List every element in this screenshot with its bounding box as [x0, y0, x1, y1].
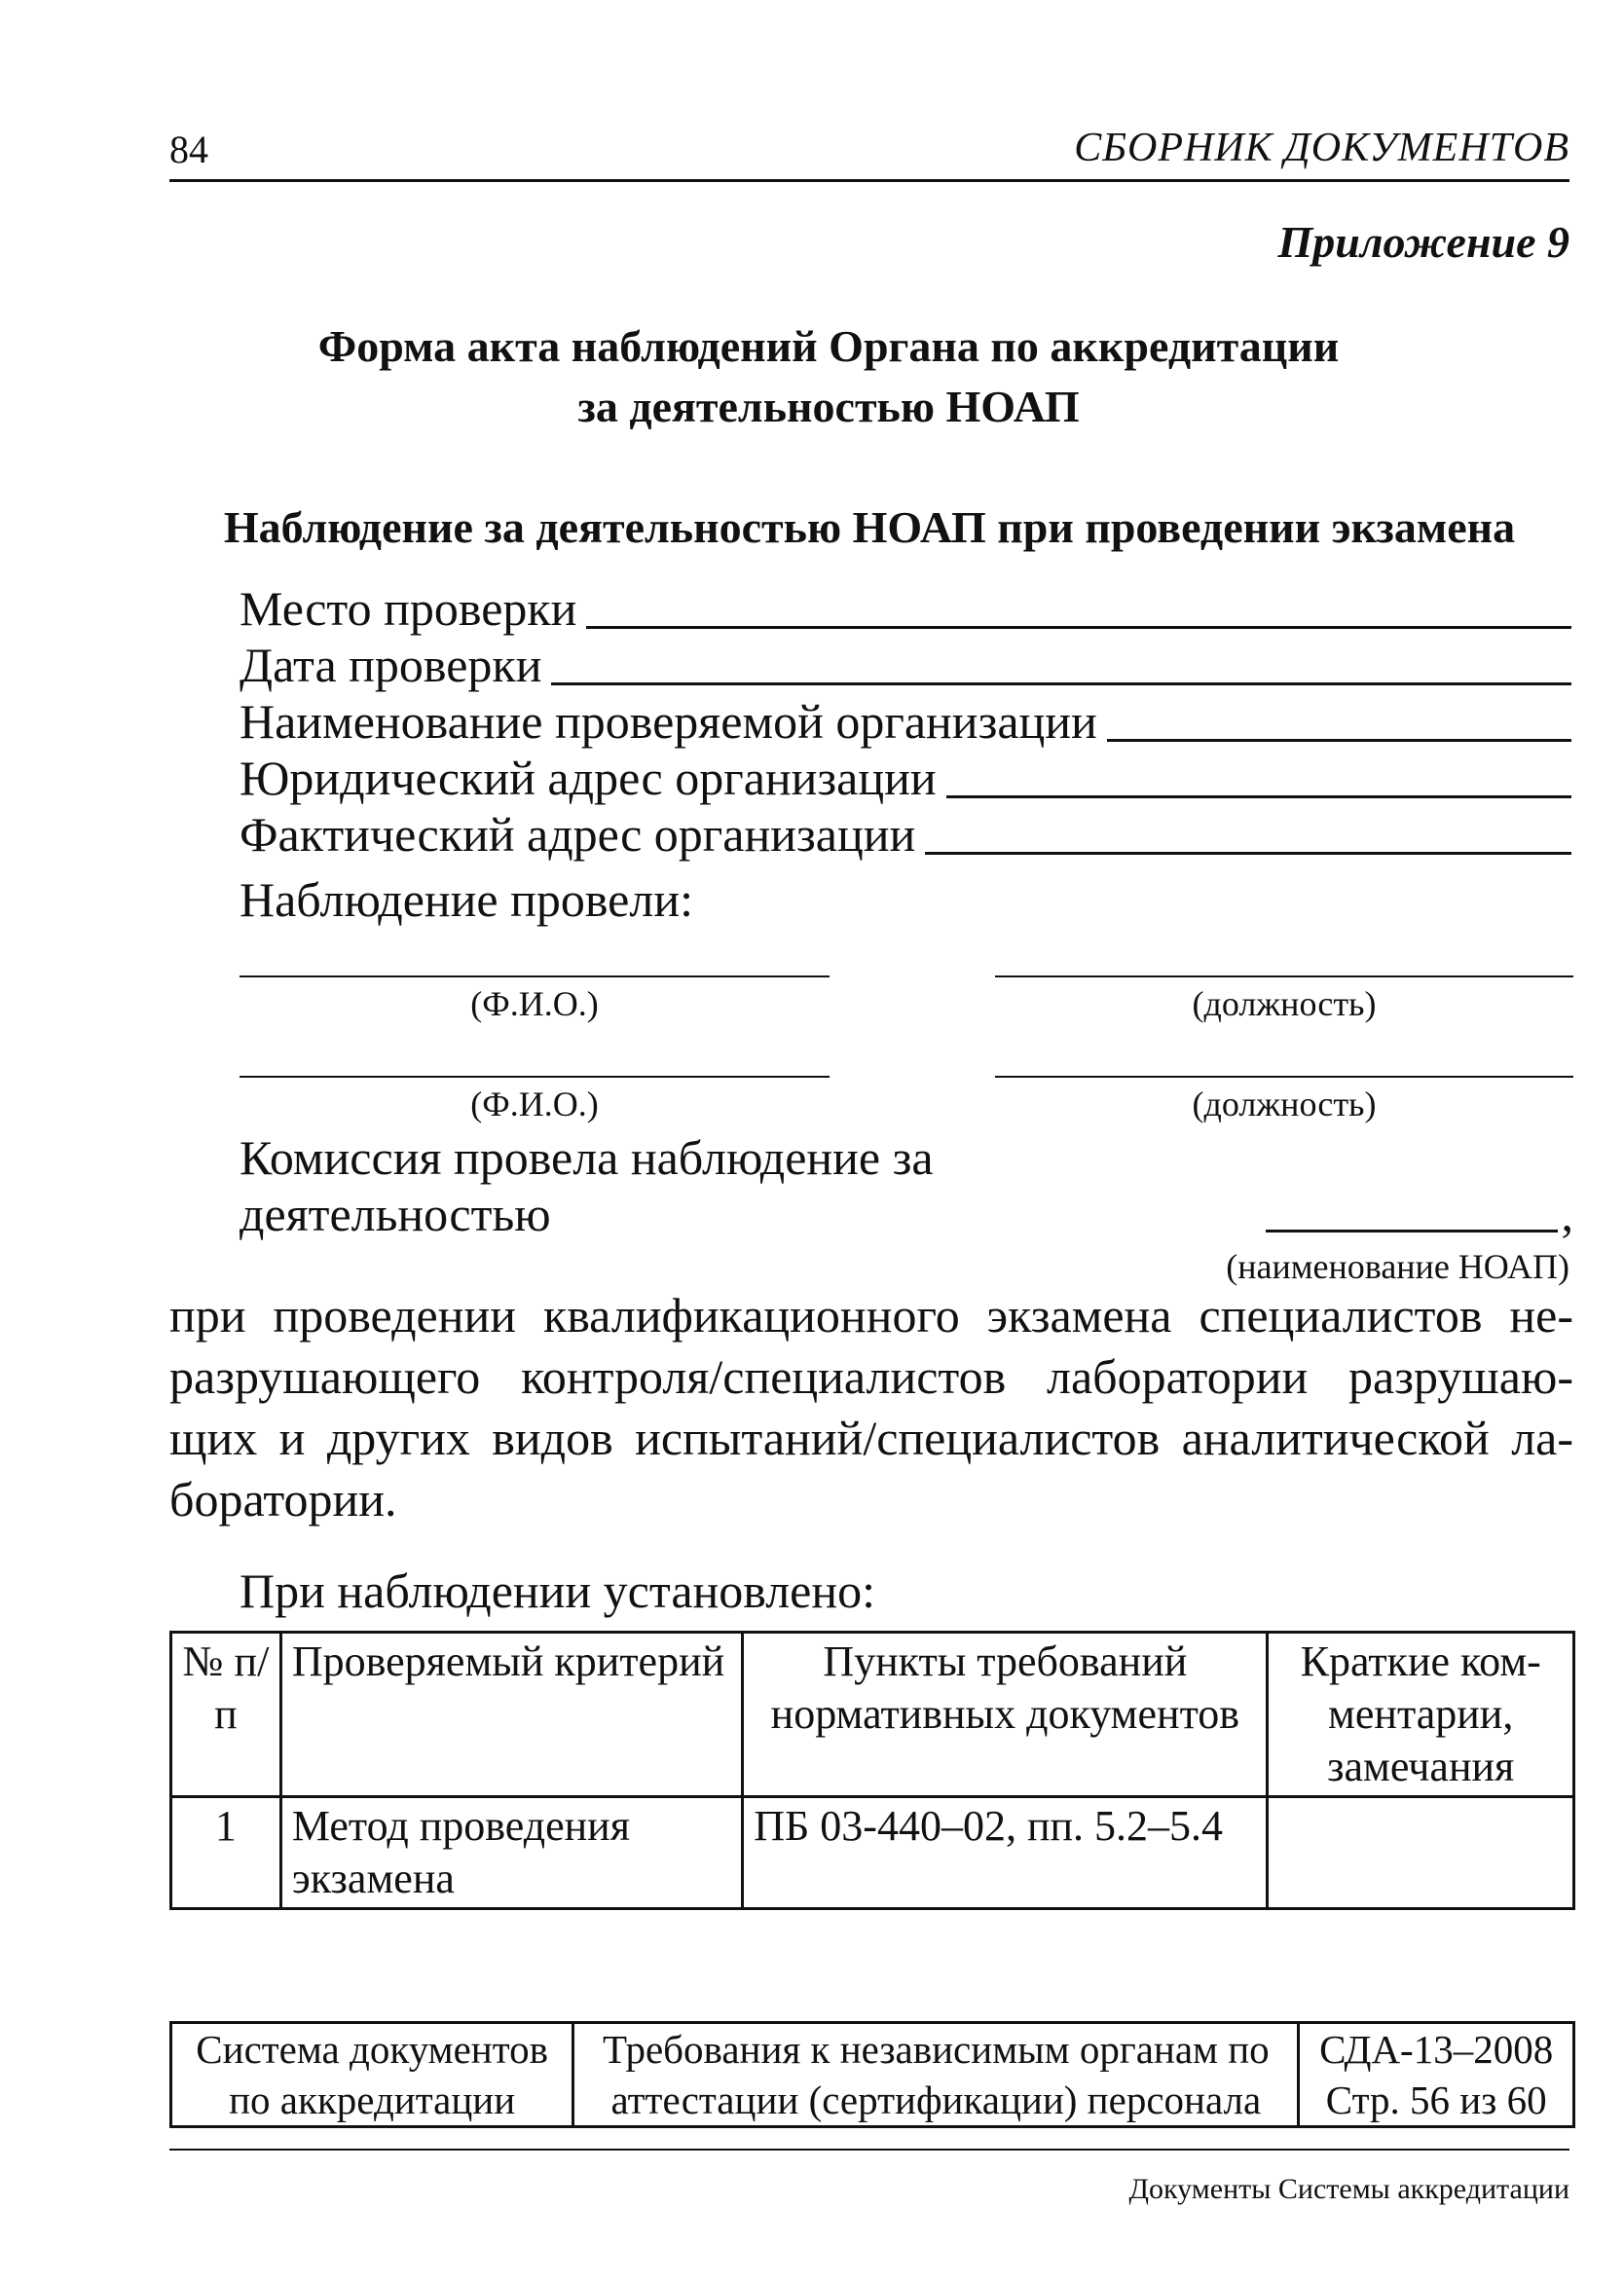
form-title-line-1: Форма акта наблюдений Органа по аккредитации	[317, 321, 1340, 371]
section-title: Наблюдение за деятельностью НОАП при проведении экзамена	[223, 502, 1516, 552]
noap-name-blank[interactable]	[1266, 1230, 1558, 1232]
footer-requirements-line-2: аттестации (сертификации) персонала	[610, 2078, 1262, 2122]
footer-requirements-line-1: Требования к независимым органам по	[603, 2027, 1270, 2072]
commission-paragraph	[169, 1285, 1573, 1530]
fill-in-line[interactable]	[946, 795, 1571, 798]
fill-in-line[interactable]	[1107, 739, 1571, 742]
header-number: № п/п	[171, 1633, 281, 1797]
footer-source: Документы Системы аккредитации	[1128, 2173, 1569, 2205]
table-header-row	[171, 1633, 1574, 1797]
fill-in-line[interactable]	[586, 626, 1571, 629]
fill-in-line[interactable]	[551, 682, 1571, 685]
field-inspection-date	[240, 639, 1571, 693]
fill-in-line[interactable]	[925, 852, 1571, 855]
form-title	[169, 316, 1488, 437]
header-comments: Краткие ком-ментарии, замечания	[1268, 1633, 1574, 1797]
field-label: Юридический адрес организации	[240, 751, 937, 805]
commission-line	[240, 1130, 1573, 1242]
name-caption: (Ф.И.О.)	[470, 1085, 599, 1123]
header-criterion: Проверяемый критерий	[280, 1633, 742, 1797]
footer-system-line-1: Система документов	[196, 2027, 548, 2072]
footer-code-cell	[1299, 2023, 1574, 2127]
signature-position-line[interactable]	[995, 1076, 1573, 1078]
footer-system-line-2: по аккредитации	[229, 2078, 516, 2122]
cell-criterion: Метод проведения экзамена	[280, 1797, 742, 1909]
position-caption: (должность)	[1192, 1085, 1377, 1123]
paragraph-line: боратории.	[169, 1472, 397, 1527]
field-label: Место проверки	[240, 581, 577, 636]
field-actual-address	[240, 808, 1571, 863]
table-row	[171, 1797, 1574, 1909]
field-legal-address	[240, 752, 1571, 806]
field-label: Фактический адрес организации	[240, 807, 916, 862]
footer-system-cell	[171, 2023, 573, 2127]
footer-row	[171, 2023, 1574, 2127]
appendix-label: Приложение 9	[1277, 217, 1569, 267]
field-label: Дата проверки	[240, 638, 542, 692]
commission-comma: ,	[1561, 1187, 1573, 1241]
field-inspection-place	[240, 582, 1571, 637]
header-requirements: Пункты требований нормативных документов	[743, 1633, 1268, 1797]
paragraph-line: разрушающего контроля/специалистов лаборатории разрушаю-	[169, 1349, 1573, 1404]
field-label: Наименование проверяемой организации	[240, 694, 1097, 749]
page-number: 84	[169, 128, 208, 171]
form-title-line-2: за деятельностью НОАП	[577, 382, 1080, 431]
cell-number: 1	[171, 1797, 281, 1909]
observers-label: Наблюдение провели:	[240, 872, 693, 927]
established-label: При наблюдении установлено:	[240, 1564, 876, 1618]
document-footer-table	[169, 2021, 1575, 2128]
running-title: СБОРНИК ДОКУМЕНТОВ	[1074, 126, 1569, 170]
signature-name-line[interactable]	[240, 975, 830, 977]
paragraph-line: при проведении квалификационного экзамена специалистов не-	[169, 1288, 1573, 1343]
noap-name-caption: (наименование НОАП)	[1226, 1247, 1569, 1286]
commission-text: Комиссия провела наблюдение за деятельностью	[240, 1130, 934, 1241]
observation-table	[169, 1631, 1575, 1910]
header-rule	[169, 179, 1569, 182]
signature-name-line[interactable]	[240, 1076, 830, 1078]
footer-document-code: СДА-13–2008	[1319, 2027, 1554, 2072]
signature-position-line[interactable]	[995, 975, 1573, 977]
paragraph-line: щих и других видов испытаний/специалистов аналитической ла-	[169, 1411, 1573, 1465]
field-organization-name	[240, 695, 1571, 750]
cell-requirements: ПБ 03-440–02, пп. 5.2–5.4	[743, 1797, 1268, 1909]
footer-requirements-cell	[573, 2023, 1299, 2127]
position-caption: (должность)	[1192, 984, 1377, 1023]
footer-page-info: Стр. 56 из 60	[1325, 2078, 1547, 2122]
footer-rule	[169, 2149, 1569, 2151]
name-caption: (Ф.И.О.)	[470, 984, 599, 1023]
cell-comments[interactable]	[1268, 1797, 1574, 1909]
